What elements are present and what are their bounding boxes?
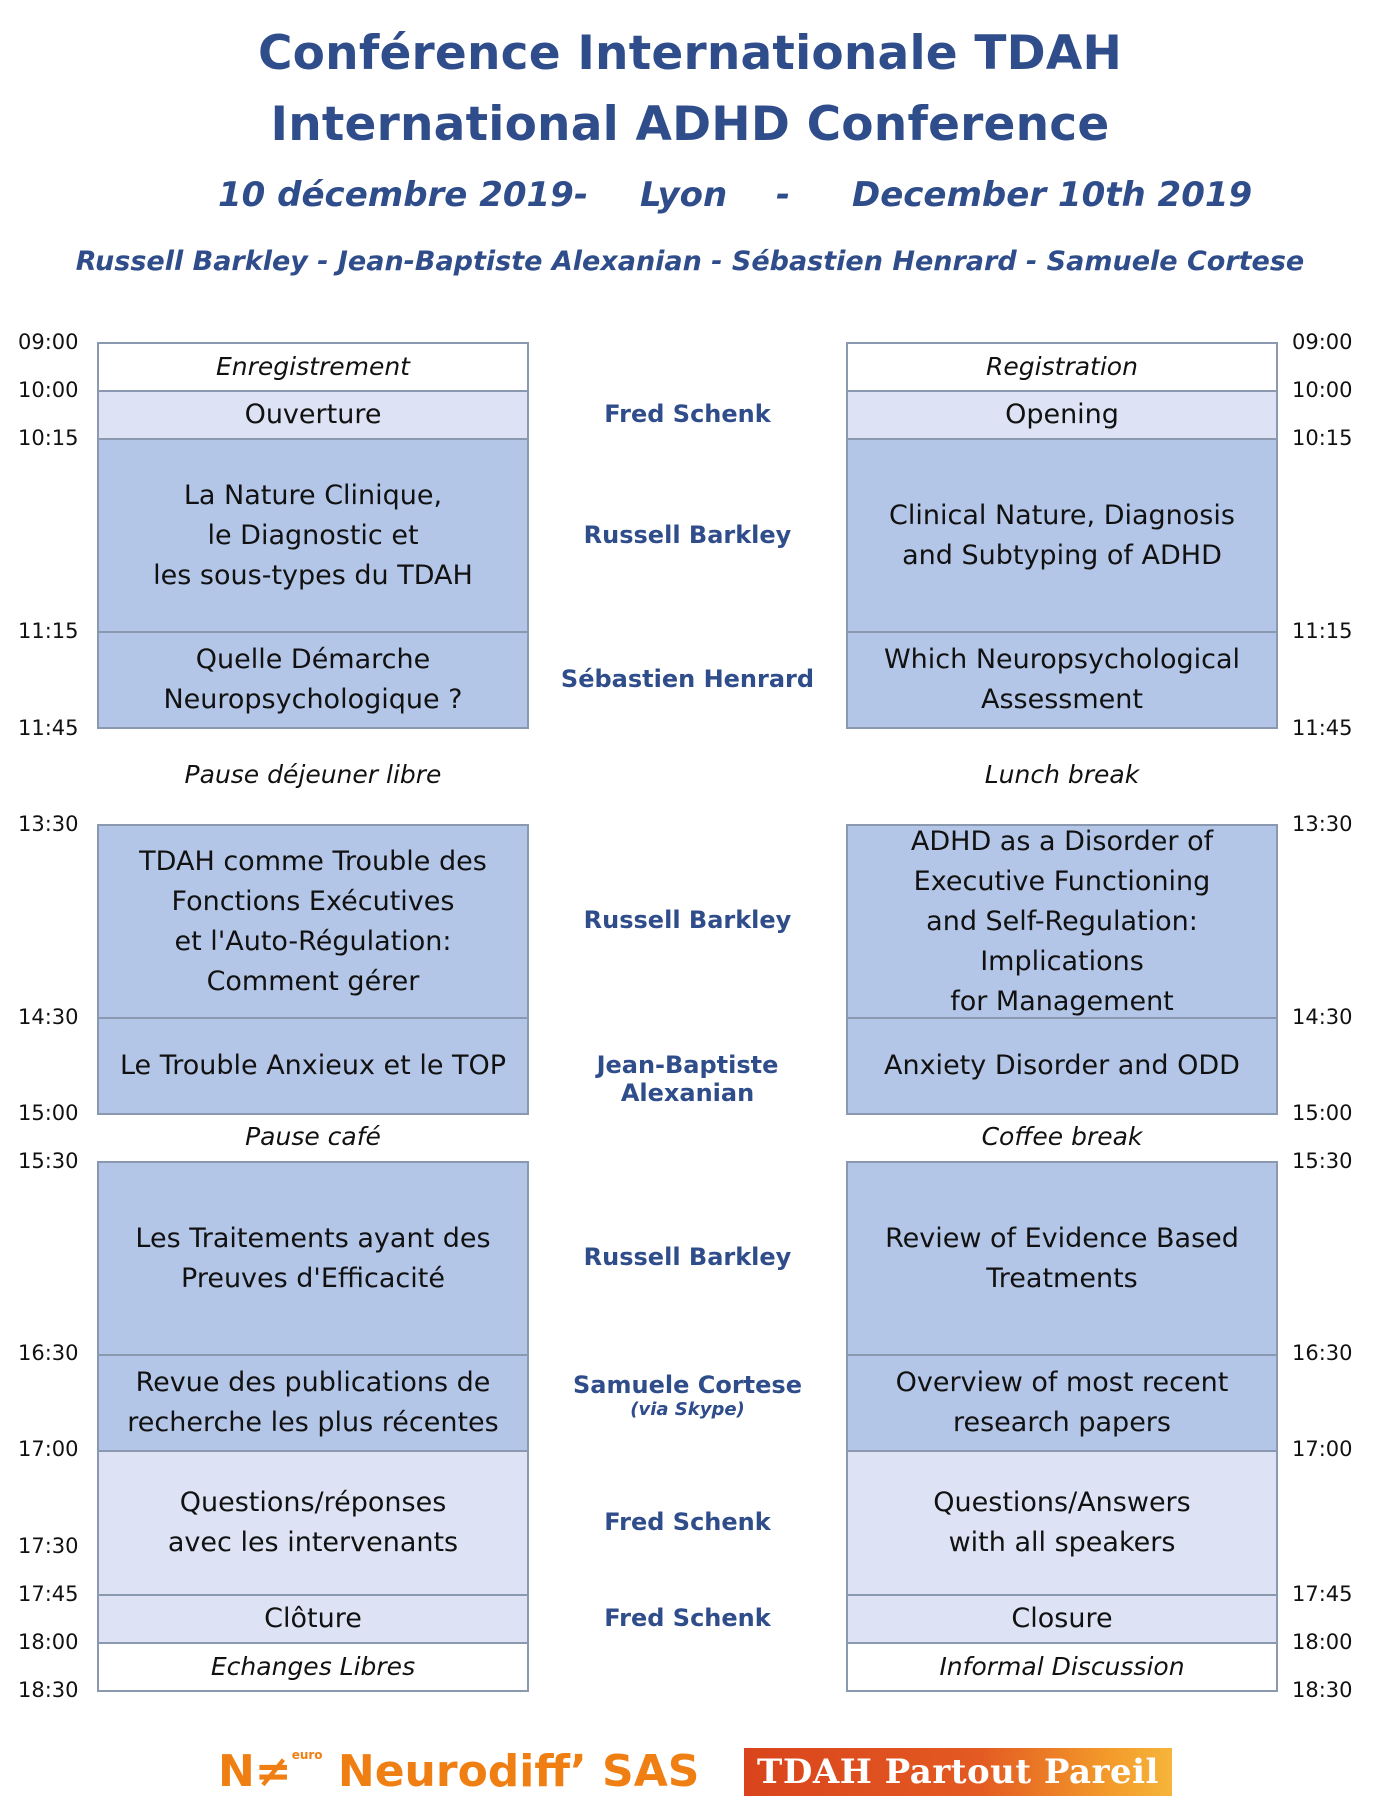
presenter-name: Fred Schenk [604,1508,771,1536]
logo-superscript: euro [291,1748,323,1762]
time-label: 16:30 [18,1341,79,1365]
session-en [846,1594,1278,1644]
separator: - [776,175,791,215]
time-label: 16:30 [1292,1341,1353,1365]
session-fr [97,1354,529,1452]
session-fr [97,1594,529,1644]
session-en [846,1017,1278,1115]
session-title: Opening [1005,399,1119,430]
logo-symbol: N≠ [218,1746,292,1797]
session-title: Quelle Démarche Neuropsychologique ? [163,644,463,715]
session-en [846,631,1278,729]
session-title: Clinical Nature, Diagnosis and Subtyping of ADHD [889,499,1235,571]
session-title: Echanges Libres [210,1652,416,1681]
session-title: Overview of most recent research papers [895,1367,1229,1438]
session-fr [97,1450,529,1596]
session-fr [97,631,529,729]
time-label: 18:00 [1292,1630,1353,1654]
session-fr [97,824,529,1019]
neurodiff-logo [218,1746,699,1797]
presenter-name: Sébastien Henrard [560,665,815,693]
time-label: 13:30 [18,812,79,836]
time-label: 10:00 [18,378,79,402]
time-label: 11:45 [1292,716,1353,740]
time-label: 14:30 [18,1005,79,1029]
date-en: December 10th 2019 [852,175,1253,215]
session-en [846,438,1278,633]
session-en [846,1450,1278,1596]
time-label: 17:00 [1292,1437,1353,1461]
presenter-note: (via Skype) [630,1399,745,1420]
tdah-partout-pareil-logo [744,1748,1172,1796]
session-fr [97,1642,529,1692]
presenter-name: Fred Schenk [604,1604,771,1632]
session-fr [97,342,529,392]
time-label: 18:00 [18,1630,79,1654]
time-label: 15:00 [18,1101,79,1125]
session-title: La Nature Clinique, le Diagnostic et les sous-types du TDAH [153,479,473,591]
time-label: 18:30 [1292,1678,1353,1702]
logo-text: TDAH Partout Pareil [757,1752,1159,1792]
logo-text: Neurodiff’ SAS [337,1746,700,1797]
time-label: 17:45 [18,1582,79,1606]
time-label: 15:30 [1292,1149,1353,1173]
time-label: 17:45 [1292,1582,1353,1606]
session-title: Closure [1011,1603,1113,1634]
session-title: ADHD as a Disorder of Executive Functioning and Self-Regulation: Implications for Management [910,825,1214,1017]
session-en [846,1642,1278,1692]
session-title: Les Traitements ayant des Preuves d'Efficacité [135,1222,491,1294]
title-en: International ADHD Conference [270,97,1110,152]
date-fr: 10 décembre 2019 [218,175,574,215]
session-title: Review of Evidence Based Treatments [885,1222,1239,1294]
speakers-line: Russell Barkley - Jean-Baptiste Alexanian - Sébastien Henrard - Samuele Cortese [75,246,1305,277]
presenter-name: Jean-Baptiste Alexanian [596,1051,779,1107]
break-label: Pause café [245,1122,381,1151]
session-title: Questions/réponses avec les intervenants [167,1487,459,1558]
session-en [846,824,1278,1019]
session-fr [97,1017,529,1115]
time-label: 14:30 [1292,1005,1353,1029]
session-title: Informal Discussion [939,1652,1185,1681]
session-fr [97,390,529,440]
time-label: 13:30 [1292,812,1353,836]
time-label: 10:15 [18,426,79,450]
session-title: Registration [986,352,1138,381]
session-en [846,1354,1278,1452]
title-fr: Conférence Internationale TDAH [257,26,1122,81]
break-label: Lunch break [984,760,1140,789]
session-title: Anxiety Disorder and ODD [884,1050,1240,1081]
session-title: Le Trouble Anxieux et le TOP [119,1050,507,1081]
time-label: 11:15 [1292,619,1353,643]
session-title: TDAH comme Trouble des Fonctions Exécutives et l'Auto-Régulation: Comment gérer [139,845,487,997]
time-label: 17:00 [18,1437,79,1461]
session-fr [97,1161,529,1356]
time-label: 15:30 [18,1149,79,1173]
session-title: Which Neuropsychological Assessment [883,644,1240,715]
session-fr [97,438,529,633]
presenter-name: Samuele Cortese [573,1371,802,1399]
time-label: 10:15 [1292,426,1353,450]
session-title: Ouverture [244,399,382,430]
session-en [846,1161,1278,1356]
presenter-block [529,1371,846,1420]
session-en [846,342,1278,392]
break-label: Pause déjeuner libre [184,760,442,789]
presenter-name: Russell Barkley [583,1243,792,1271]
separator: - [574,175,589,215]
time-label: 15:00 [1292,1101,1353,1125]
time-label: 17:30 [18,1534,79,1558]
session-title: Revue des publications de recherche les plus récentes [127,1367,499,1438]
city: Lyon [640,175,728,215]
time-label: 10:00 [1292,378,1353,402]
session-title: Questions/Answers with all speakers [933,1487,1191,1558]
break-label: Coffee break [981,1122,1143,1151]
time-label: 18:30 [18,1678,79,1702]
presenter-name: Russell Barkley [583,906,792,934]
session-title: Clôture [264,1603,362,1634]
session-en [846,390,1278,440]
presenter-name: Russell Barkley [583,521,792,549]
time-label: 09:00 [18,330,79,354]
session-title: Enregistrement [216,352,410,381]
presenter-name: Fred Schenk [604,400,771,428]
time-label: 09:00 [1292,330,1353,354]
time-label: 11:15 [18,619,79,643]
time-label: 11:45 [18,716,79,740]
